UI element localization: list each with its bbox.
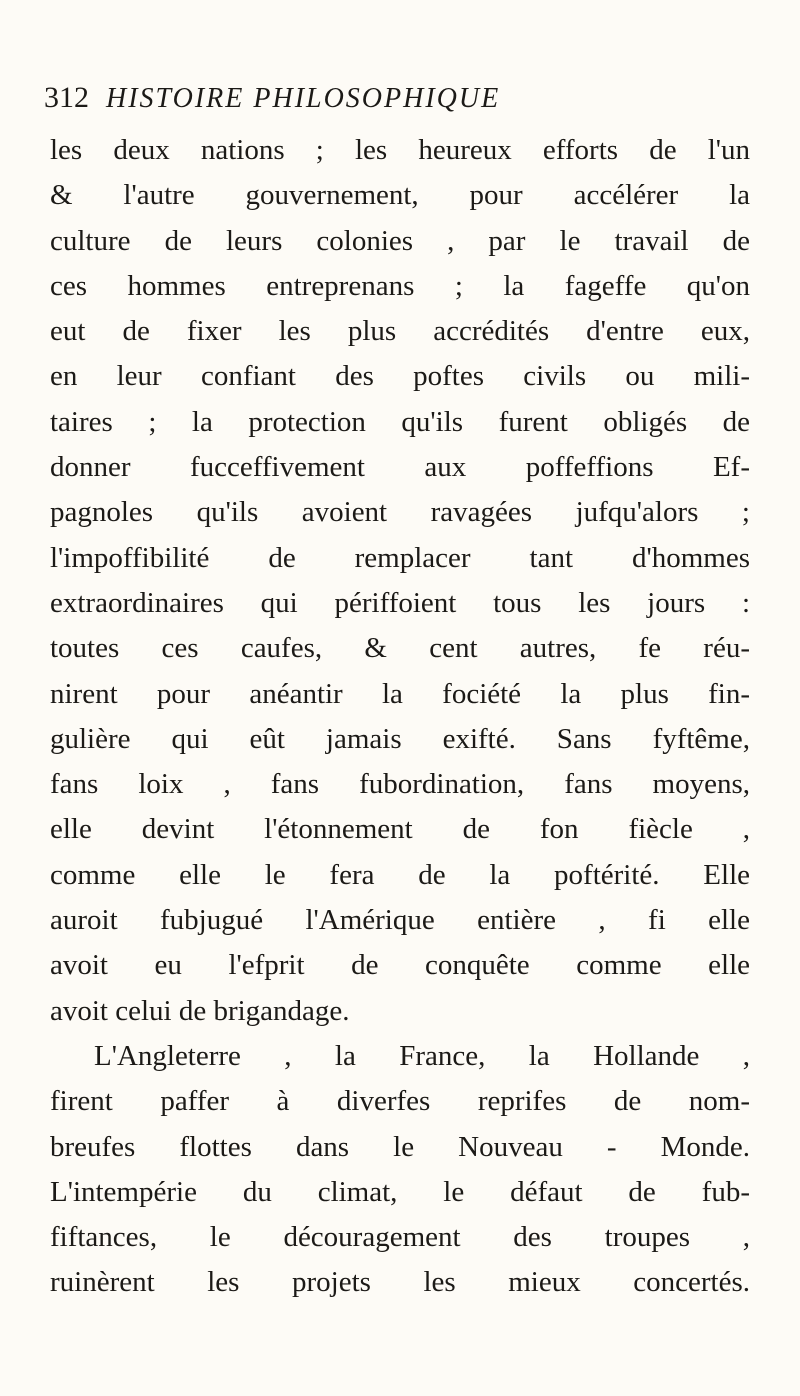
text-line: taires ; la protection qu'ils furent obligés de (50, 405, 750, 438)
text-line: gulière qui eût jamais exifté. Sans fyftême, (50, 722, 750, 755)
text-line: nirent pour anéantir la fociété la plus fin- (50, 677, 750, 710)
text-line: firent paffer à diverfes reprifes de nom- (50, 1085, 750, 1118)
text-line: l'impoffibilité de remplacer tant d'hommes (50, 541, 750, 574)
text-line: elle devint l'étonnement de fon fiècle , (50, 813, 750, 846)
paragraph-start-line: L'Angleterre , la France, la Hollande , (94, 1039, 750, 1072)
text-line: fans loix , fans fubordination, fans moyens, (50, 768, 750, 801)
text-line: ruinèrent les projets les mieux concertés. (50, 1266, 750, 1299)
text-line: ces hommes entreprenans ; la fageffe qu'on (50, 269, 750, 302)
text-line: L'intempérie du climat, le défaut de fub- (50, 1175, 750, 1208)
text-line: breufes flottes dans le Nouveau - Monde. (50, 1130, 750, 1163)
text-line: toutes ces caufes, & cent autres, fe réu- (50, 632, 750, 665)
text-line: pagnoles qu'ils avoient ravagées jufqu'alors ; (50, 496, 750, 529)
text-line: avoit eu l'efprit de conquête comme elle (50, 949, 750, 982)
page-number: 312 (44, 81, 89, 114)
text-line: avoit celui de brigandage. (50, 994, 350, 1027)
text-line: & l'autre gouvernement, pour accélérer la (50, 179, 750, 212)
running-title: HISTOIRE PHILOSOPHIQUE (106, 83, 501, 114)
text-line: culture de leurs colonies , par le travail de (50, 224, 750, 257)
text-line: fiftances, le découragement des troupes , (50, 1221, 750, 1254)
text-line: comme elle le fera de la poftérité. Elle (50, 858, 750, 891)
text-line: les deux nations ; les heureux efforts de l'un (50, 134, 750, 166)
text-line: auroit fubjugué l'Amérique entière , fi elle (50, 904, 750, 937)
text-line: en leur confiant des poftes civils ou mili- (50, 360, 750, 393)
text-line: eut de fixer les plus accrédités d'entre eux, (50, 315, 750, 348)
text-line: donner fucceffivement aux poffeffions Ef- (50, 451, 750, 484)
body-text (50, 128, 750, 1306)
text-line: extraordinaires qui périffoient tous les jours : (50, 586, 750, 619)
page-header (44, 80, 744, 117)
